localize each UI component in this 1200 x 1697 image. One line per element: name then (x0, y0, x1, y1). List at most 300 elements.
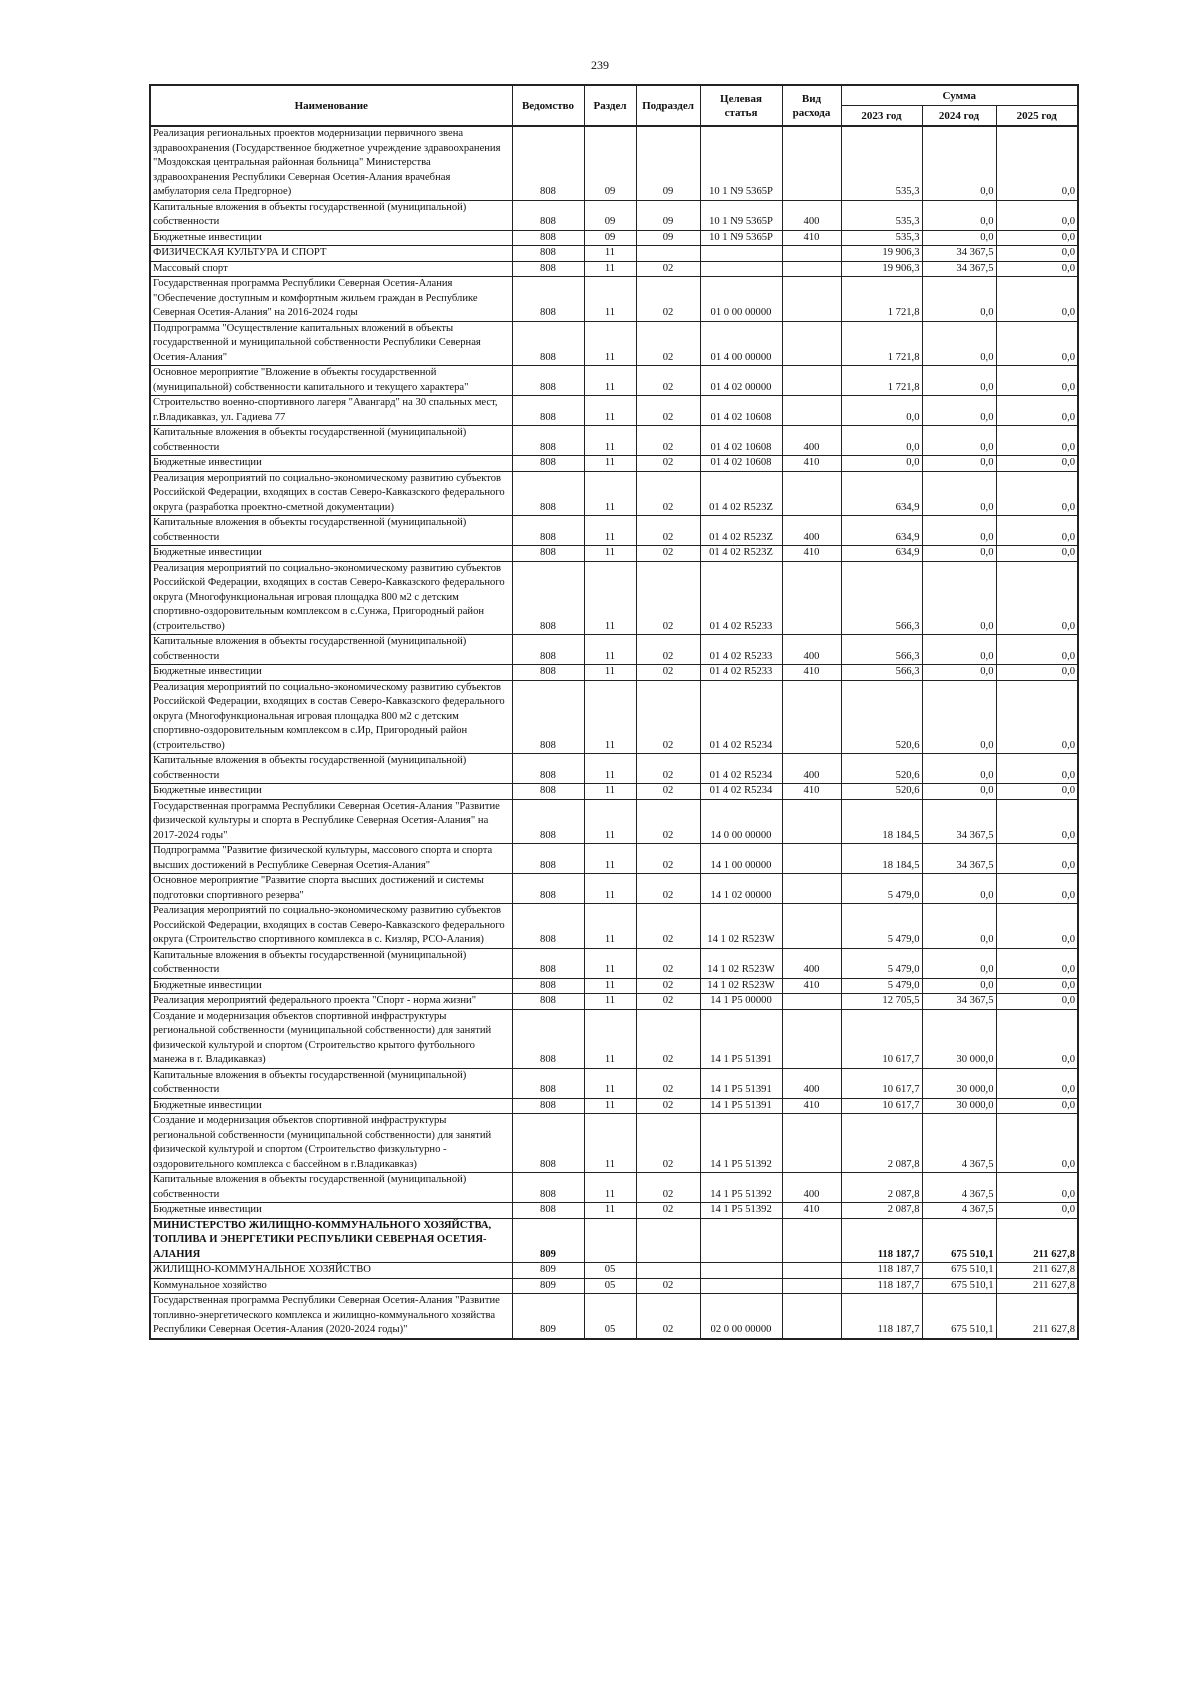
cell-sum-2024: 0,0 (922, 456, 996, 472)
cell-sum-2023: 18 184,5 (841, 844, 922, 874)
cell-department: 808 (512, 456, 584, 472)
table-row (150, 200, 1078, 230)
table-row (150, 1009, 1078, 1068)
cell-sum-2023: 2 087,8 (841, 1203, 922, 1219)
cell-sum-2023: 634,9 (841, 516, 922, 546)
cell-sum-2025: 0,0 (996, 1098, 1078, 1114)
table-row (150, 1218, 1078, 1263)
cell-sum-2024: 30 000,0 (922, 1009, 996, 1068)
cell-name: Капитальные вложения в объекты государственной (муниципальной) собственности (150, 516, 512, 546)
cell-subsection: 02 (636, 844, 700, 874)
cell-name: Создание и модернизация объектов спортивной инфраструктуры региональной собственности (муниципальной собственности) для занятий физической культурой и спортом (Строительство крытого футбольного манежа в г. Владикавказ) (150, 1009, 512, 1068)
cell-section: 11 (584, 1098, 636, 1114)
cell-subsection: 02 (636, 994, 700, 1010)
cell-name: Реализация региональных проектов модернизации первичного звена здравоохранения (Государственное бюджетное учреждение здравоохранения "Моздокская центральная районная больница" Министерства здравоохранения Республики Северная Осетия-Алания врачебная амбулатория села Предгорное) (150, 126, 512, 200)
header-year-2023: 2023 год (841, 106, 922, 127)
cell-sum-2024: 0,0 (922, 321, 996, 366)
cell-department: 808 (512, 948, 584, 978)
page-number: 239 (591, 58, 609, 72)
cell-section: 11 (584, 784, 636, 800)
cell-department: 808 (512, 754, 584, 784)
cell-sum-2025: 0,0 (996, 978, 1078, 994)
header-subsection: Подраздел (636, 85, 700, 126)
cell-expense-type (782, 994, 841, 1010)
cell-sum-2025: 0,0 (996, 1203, 1078, 1219)
cell-sum-2024: 0,0 (922, 948, 996, 978)
table-row (150, 680, 1078, 754)
cell-expense-type (782, 874, 841, 904)
cell-name: Строительство военно-спортивного лагеря "Авангард" на 30 спальных мест, г.Владикавказ, ул. Гадиева 77 (150, 396, 512, 426)
table-row (150, 426, 1078, 456)
cell-sum-2023: 535,3 (841, 200, 922, 230)
cell-sum-2023: 1 721,8 (841, 277, 922, 322)
table-row (150, 1278, 1078, 1294)
cell-name: Капитальные вложения в объекты государственной (муниципальной) собственности (150, 426, 512, 456)
cell-sum-2023: 1 721,8 (841, 366, 922, 396)
cell-name: Бюджетные инвестиции (150, 1098, 512, 1114)
cell-sum-2023: 10 617,7 (841, 1098, 922, 1114)
cell-subsection: 02 (636, 366, 700, 396)
cell-sum-2023: 520,6 (841, 784, 922, 800)
cell-department: 808 (512, 246, 584, 262)
cell-target: 14 1 02 00000 (700, 874, 782, 904)
cell-sum-2024: 0,0 (922, 904, 996, 949)
cell-subsection: 02 (636, 396, 700, 426)
cell-department: 808 (512, 366, 584, 396)
cell-section: 11 (584, 665, 636, 681)
cell-department: 808 (512, 784, 584, 800)
table-row (150, 844, 1078, 874)
header-year-2025: 2025 год (996, 106, 1078, 127)
cell-department: 808 (512, 665, 584, 681)
cell-target: 14 0 00 00000 (700, 799, 782, 844)
cell-sum-2024: 0,0 (922, 635, 996, 665)
cell-target: 01 4 02 R5234 (700, 754, 782, 784)
cell-subsection: 02 (636, 516, 700, 546)
cell-target (700, 261, 782, 277)
cell-sum-2023: 535,3 (841, 126, 922, 200)
cell-subsection: 02 (636, 546, 700, 562)
cell-name: ЖИЛИЩНО-КОММУНАЛЬНОЕ ХОЗЯЙСТВО (150, 1263, 512, 1279)
cell-target: 01 4 02 00000 (700, 366, 782, 396)
cell-subsection: 02 (636, 561, 700, 635)
cell-section: 11 (584, 680, 636, 754)
cell-sum-2025: 0,0 (996, 366, 1078, 396)
cell-sum-2024: 34 367,5 (922, 844, 996, 874)
cell-section: 05 (584, 1278, 636, 1294)
cell-department: 809 (512, 1218, 584, 1263)
cell-sum-2023: 520,6 (841, 680, 922, 754)
cell-sum-2023: 566,3 (841, 665, 922, 681)
cell-expense-type: 400 (782, 635, 841, 665)
cell-subsection: 02 (636, 456, 700, 472)
table-row (150, 561, 1078, 635)
cell-section: 11 (584, 516, 636, 546)
cell-sum-2024: 0,0 (922, 126, 996, 200)
cell-target: 01 4 02 10608 (700, 426, 782, 456)
cell-sum-2023: 12 705,5 (841, 994, 922, 1010)
cell-expense-type (782, 396, 841, 426)
table-row (150, 784, 1078, 800)
cell-expense-type (782, 1114, 841, 1173)
cell-department: 808 (512, 994, 584, 1010)
cell-sum-2024: 0,0 (922, 680, 996, 754)
cell-subsection: 02 (636, 1278, 700, 1294)
cell-name: Реализация мероприятий по социально-экономическому развитию субъектов Российской Федерации, входящих в состав Северо-Кавказского федерального округа (Многофункциональная игровая площадка 800 м2 с детским спортивно-оздоровительным комплексом в с.Ир, Пригородный район (строительство) (150, 680, 512, 754)
cell-target: 14 1 00 00000 (700, 844, 782, 874)
cell-subsection: 02 (636, 277, 700, 322)
cell-subsection: 02 (636, 1068, 700, 1098)
cell-target: 10 1 N9 5365P (700, 230, 782, 246)
cell-subsection: 02 (636, 874, 700, 904)
cell-target: 01 4 02 R523Z (700, 516, 782, 546)
cell-sum-2025: 0,0 (996, 680, 1078, 754)
cell-target: 01 4 02 R5234 (700, 784, 782, 800)
cell-expense-type: 400 (782, 1173, 841, 1203)
cell-target: 10 1 N9 5365P (700, 200, 782, 230)
cell-target: 01 4 02 R5233 (700, 561, 782, 635)
cell-sum-2025: 211 627,8 (996, 1278, 1078, 1294)
cell-sum-2025: 0,0 (996, 844, 1078, 874)
cell-sum-2025: 0,0 (996, 546, 1078, 562)
cell-sum-2023: 18 184,5 (841, 799, 922, 844)
cell-sum-2025: 0,0 (996, 456, 1078, 472)
cell-subsection: 02 (636, 1098, 700, 1114)
cell-department: 808 (512, 426, 584, 456)
cell-name: Реализация мероприятий по социально-экономическому развитию субъектов Российской Федерации, входящих в состав Северо-Кавказского федерального округа (Строительство спортивного комплекса в с. Кизляр, РСО-Алания) (150, 904, 512, 949)
cell-expense-type (782, 799, 841, 844)
cell-sum-2025: 0,0 (996, 784, 1078, 800)
cell-expense-type: 410 (782, 1203, 841, 1219)
table-row (150, 994, 1078, 1010)
cell-section: 11 (584, 277, 636, 322)
table-row (150, 456, 1078, 472)
table-header (150, 85, 1078, 126)
cell-sum-2023: 5 479,0 (841, 904, 922, 949)
table-row (150, 1263, 1078, 1279)
cell-name: Капитальные вложения в объекты государственной (муниципальной) собственности (150, 200, 512, 230)
cell-sum-2025: 0,0 (996, 277, 1078, 322)
table-row (150, 277, 1078, 322)
cell-sum-2024: 0,0 (922, 978, 996, 994)
cell-section: 11 (584, 1009, 636, 1068)
table-row (150, 1098, 1078, 1114)
header-sum: Сумма (841, 85, 1078, 106)
cell-section: 11 (584, 546, 636, 562)
cell-sum-2023: 634,9 (841, 471, 922, 516)
cell-sum-2023: 5 479,0 (841, 948, 922, 978)
cell-section: 11 (584, 456, 636, 472)
cell-sum-2024: 0,0 (922, 426, 996, 456)
cell-expense-type (782, 1009, 841, 1068)
cell-target: 14 1 P5 00000 (700, 994, 782, 1010)
cell-name: Государственная программа Республики Северная Осетия-Алания "Развитие топливно-энергетического комплекса и жилищно-коммунального хозяйства Республики Северная Осетия-Алания (2020-2024 годы)" (150, 1294, 512, 1339)
cell-sum-2023: 5 479,0 (841, 874, 922, 904)
cell-section: 11 (584, 366, 636, 396)
cell-subsection: 02 (636, 948, 700, 978)
table-row (150, 321, 1078, 366)
cell-sum-2023: 10 617,7 (841, 1009, 922, 1068)
cell-sum-2025: 0,0 (996, 230, 1078, 246)
table-row (150, 948, 1078, 978)
cell-subsection: 02 (636, 680, 700, 754)
cell-sum-2024: 4 367,5 (922, 1114, 996, 1173)
cell-sum-2024: 0,0 (922, 874, 996, 904)
cell-target: 01 4 00 00000 (700, 321, 782, 366)
cell-expense-type: 410 (782, 665, 841, 681)
cell-name: Бюджетные инвестиции (150, 456, 512, 472)
cell-subsection: 02 (636, 471, 700, 516)
cell-department: 808 (512, 904, 584, 949)
cell-section: 11 (584, 904, 636, 949)
cell-department: 808 (512, 799, 584, 844)
cell-sum-2023: 10 617,7 (841, 1068, 922, 1098)
cell-expense-type (782, 1263, 841, 1279)
table-row (150, 230, 1078, 246)
cell-expense-type (782, 246, 841, 262)
cell-sum-2024: 34 367,5 (922, 261, 996, 277)
cell-section: 11 (584, 948, 636, 978)
cell-expense-type: 410 (782, 1098, 841, 1114)
cell-target: 14 1 P5 51392 (700, 1203, 782, 1219)
cell-name: Реализация мероприятий по социально-экономическому развитию субъектов Российской Федерации, входящих в состав Северо-Кавказского федерального округа (разработка проектно-сметной документации) (150, 471, 512, 516)
cell-section: 11 (584, 978, 636, 994)
cell-target: 01 4 02 R523Z (700, 471, 782, 516)
cell-sum-2024: 0,0 (922, 516, 996, 546)
table-body (150, 126, 1078, 1339)
cell-expense-type (782, 321, 841, 366)
cell-name: Государственная программа Республики Северная Осетия-Алания "Обеспечение доступным и комфортным жильем граждан в Республике Северная Осетия-Алания" на 2016-2024 годы (150, 277, 512, 322)
cell-subsection: 09 (636, 126, 700, 200)
cell-expense-type: 400 (782, 426, 841, 456)
table-row (150, 665, 1078, 681)
table-row (150, 799, 1078, 844)
cell-name: Основное мероприятие "Развитие спорта высших достижений и системы подготовки спортивного резерва" (150, 874, 512, 904)
cell-department: 808 (512, 874, 584, 904)
table-row (150, 874, 1078, 904)
table-row (150, 396, 1078, 426)
cell-sum-2025: 0,0 (996, 1173, 1078, 1203)
cell-subsection (636, 246, 700, 262)
cell-name: Подпрограмма "Развитие физической культуры, массового спорта и спорта высших достижений в Республике Северная Осетия-Алания" (150, 844, 512, 874)
cell-name: Бюджетные инвестиции (150, 978, 512, 994)
cell-subsection (636, 1263, 700, 1279)
cell-target (700, 1218, 782, 1263)
cell-section: 11 (584, 1114, 636, 1173)
cell-sum-2024: 0,0 (922, 784, 996, 800)
cell-section: 11 (584, 561, 636, 635)
cell-department: 808 (512, 200, 584, 230)
table-row (150, 246, 1078, 262)
cell-name: Бюджетные инвестиции (150, 546, 512, 562)
cell-target: 14 1 02 R523W (700, 978, 782, 994)
cell-subsection: 02 (636, 978, 700, 994)
cell-expense-type: 400 (782, 516, 841, 546)
cell-target: 14 1 P5 51391 (700, 1068, 782, 1098)
table-row (150, 1114, 1078, 1173)
cell-department: 808 (512, 1203, 584, 1219)
cell-expense-type (782, 844, 841, 874)
cell-department: 808 (512, 1173, 584, 1203)
cell-target: 10 1 N9 5365P (700, 126, 782, 200)
cell-expense-type (782, 1218, 841, 1263)
cell-section: 05 (584, 1263, 636, 1279)
cell-sum-2025: 0,0 (996, 754, 1078, 784)
cell-sum-2025: 211 627,8 (996, 1263, 1078, 1279)
cell-target: 01 4 02 10608 (700, 456, 782, 472)
cell-expense-type: 410 (782, 784, 841, 800)
cell-sum-2023: 118 187,7 (841, 1263, 922, 1279)
cell-sum-2025: 0,0 (996, 904, 1078, 949)
cell-sum-2025: 0,0 (996, 635, 1078, 665)
cell-sum-2025: 0,0 (996, 200, 1078, 230)
cell-department: 808 (512, 396, 584, 426)
table-row (150, 1203, 1078, 1219)
cell-sum-2023: 566,3 (841, 635, 922, 665)
cell-section: 11 (584, 635, 636, 665)
cell-department: 808 (512, 321, 584, 366)
cell-department: 808 (512, 561, 584, 635)
cell-section: 11 (584, 1068, 636, 1098)
cell-name: МИНИСТЕРСТВО ЖИЛИЩНО-КОММУНАЛЬНОГО ХОЗЯЙСТВА, ТОПЛИВА И ЭНЕРГЕТИКИ РЕСПУБЛИКИ СЕВЕРНАЯ ОСЕТИЯ-АЛАНИЯ (150, 1218, 512, 1263)
cell-sum-2024: 4 367,5 (922, 1173, 996, 1203)
cell-target: 01 4 02 R5234 (700, 680, 782, 754)
cell-name: Капитальные вложения в объекты государственной (муниципальной) собственности (150, 635, 512, 665)
cell-department: 808 (512, 126, 584, 200)
cell-target (700, 1278, 782, 1294)
cell-department: 808 (512, 546, 584, 562)
cell-sum-2023: 535,3 (841, 230, 922, 246)
cell-sum-2025: 0,0 (996, 261, 1078, 277)
cell-section: 09 (584, 200, 636, 230)
cell-expense-type (782, 904, 841, 949)
cell-subsection: 02 (636, 1009, 700, 1068)
cell-sum-2025: 0,0 (996, 799, 1078, 844)
cell-name: Государственная программа Республики Северная Осетия-Алания "Развитие физической культуры и спорта в Республике Северная Осетия-Алания" на 2017-2024 годы" (150, 799, 512, 844)
table-row (150, 904, 1078, 949)
header-section: Раздел (584, 85, 636, 126)
cell-expense-type: 400 (782, 200, 841, 230)
cell-name: Бюджетные инвестиции (150, 1203, 512, 1219)
cell-sum-2025: 0,0 (996, 561, 1078, 635)
cell-section: 11 (584, 799, 636, 844)
cell-sum-2025: 0,0 (996, 948, 1078, 978)
cell-subsection: 09 (636, 230, 700, 246)
cell-subsection: 02 (636, 635, 700, 665)
cell-sum-2023: 0,0 (841, 396, 922, 426)
cell-expense-type (782, 277, 841, 322)
cell-subsection: 02 (636, 784, 700, 800)
cell-subsection (636, 1218, 700, 1263)
cell-expense-type (782, 126, 841, 200)
table-row (150, 1173, 1078, 1203)
cell-department: 809 (512, 1278, 584, 1294)
cell-target: 01 4 02 R5233 (700, 635, 782, 665)
cell-name: Бюджетные инвестиции (150, 665, 512, 681)
cell-sum-2025: 0,0 (996, 471, 1078, 516)
cell-expense-type: 400 (782, 1068, 841, 1098)
cell-sum-2025: 0,0 (996, 126, 1078, 200)
table-row (150, 516, 1078, 546)
cell-sum-2024: 675 510,1 (922, 1218, 996, 1263)
cell-expense-type: 400 (782, 948, 841, 978)
cell-name: Коммунальное хозяйство (150, 1278, 512, 1294)
cell-sum-2023: 118 187,7 (841, 1278, 922, 1294)
cell-department: 808 (512, 230, 584, 246)
cell-sum-2023: 118 187,7 (841, 1294, 922, 1339)
cell-sum-2024: 4 367,5 (922, 1203, 996, 1219)
header-target: Целевая статья (700, 85, 782, 126)
cell-sum-2025: 0,0 (996, 665, 1078, 681)
cell-section: 11 (584, 471, 636, 516)
cell-target (700, 246, 782, 262)
cell-target: 14 1 P5 51392 (700, 1173, 782, 1203)
cell-subsection: 02 (636, 321, 700, 366)
cell-name: Массовый спорт (150, 261, 512, 277)
cell-target: 14 1 02 R523W (700, 904, 782, 949)
cell-sum-2024: 34 367,5 (922, 799, 996, 844)
cell-section: 11 (584, 994, 636, 1010)
cell-expense-type (782, 1294, 841, 1339)
cell-sum-2024: 34 367,5 (922, 246, 996, 262)
cell-sum-2023: 19 906,3 (841, 246, 922, 262)
cell-department: 808 (512, 277, 584, 322)
cell-sum-2025: 0,0 (996, 1114, 1078, 1173)
cell-section: 09 (584, 126, 636, 200)
cell-sum-2024: 0,0 (922, 546, 996, 562)
cell-department: 808 (512, 471, 584, 516)
cell-sum-2025: 211 627,8 (996, 1218, 1078, 1263)
cell-section: 11 (584, 396, 636, 426)
cell-subsection: 09 (636, 200, 700, 230)
table-row (150, 635, 1078, 665)
cell-sum-2025: 0,0 (996, 874, 1078, 904)
cell-expense-type: 410 (782, 546, 841, 562)
cell-name: Создание и модернизация объектов спортивной инфраструктуры региональной собственности (муниципальной собственности) для занятий физической культурой и спортом (Строительство физкультурно - оздоровительного комплекса с бассейном в г.Владикавказ) (150, 1114, 512, 1173)
cell-section: 11 (584, 1203, 636, 1219)
cell-sum-2023: 2 087,8 (841, 1173, 922, 1203)
cell-subsection: 02 (636, 1114, 700, 1173)
cell-target: 01 4 02 10608 (700, 396, 782, 426)
cell-expense-type (782, 366, 841, 396)
cell-section: 09 (584, 230, 636, 246)
cell-expense-type (782, 261, 841, 277)
cell-expense-type (782, 471, 841, 516)
cell-section: 11 (584, 844, 636, 874)
cell-department: 808 (512, 1009, 584, 1068)
cell-expense-type: 400 (782, 754, 841, 784)
cell-department: 808 (512, 516, 584, 546)
table-row (150, 1068, 1078, 1098)
cell-sum-2025: 0,0 (996, 246, 1078, 262)
cell-name: Реализация мероприятий по социально-экономическому развитию субъектов Российской Федерации, входящих в состав Северо-Кавказского федерального округа (Многофункциональная игровая площадка 800 м2 с детским спортивно-оздоровительным комплексом в с.Сунжа, Пригородный район (строительство) (150, 561, 512, 635)
table-row (150, 1294, 1078, 1339)
cell-department: 808 (512, 680, 584, 754)
cell-name: Бюджетные инвестиции (150, 230, 512, 246)
cell-department: 808 (512, 1098, 584, 1114)
cell-sum-2023: 118 187,7 (841, 1218, 922, 1263)
cell-expense-type: 410 (782, 456, 841, 472)
cell-name: Капитальные вложения в объекты государственной (муниципальной) собственности (150, 1068, 512, 1098)
cell-expense-type: 410 (782, 978, 841, 994)
cell-department: 808 (512, 635, 584, 665)
cell-sum-2023: 0,0 (841, 426, 922, 456)
cell-department: 808 (512, 261, 584, 277)
table-row (150, 126, 1078, 200)
table-row (150, 366, 1078, 396)
cell-sum-2024: 0,0 (922, 230, 996, 246)
cell-sum-2024: 0,0 (922, 200, 996, 230)
